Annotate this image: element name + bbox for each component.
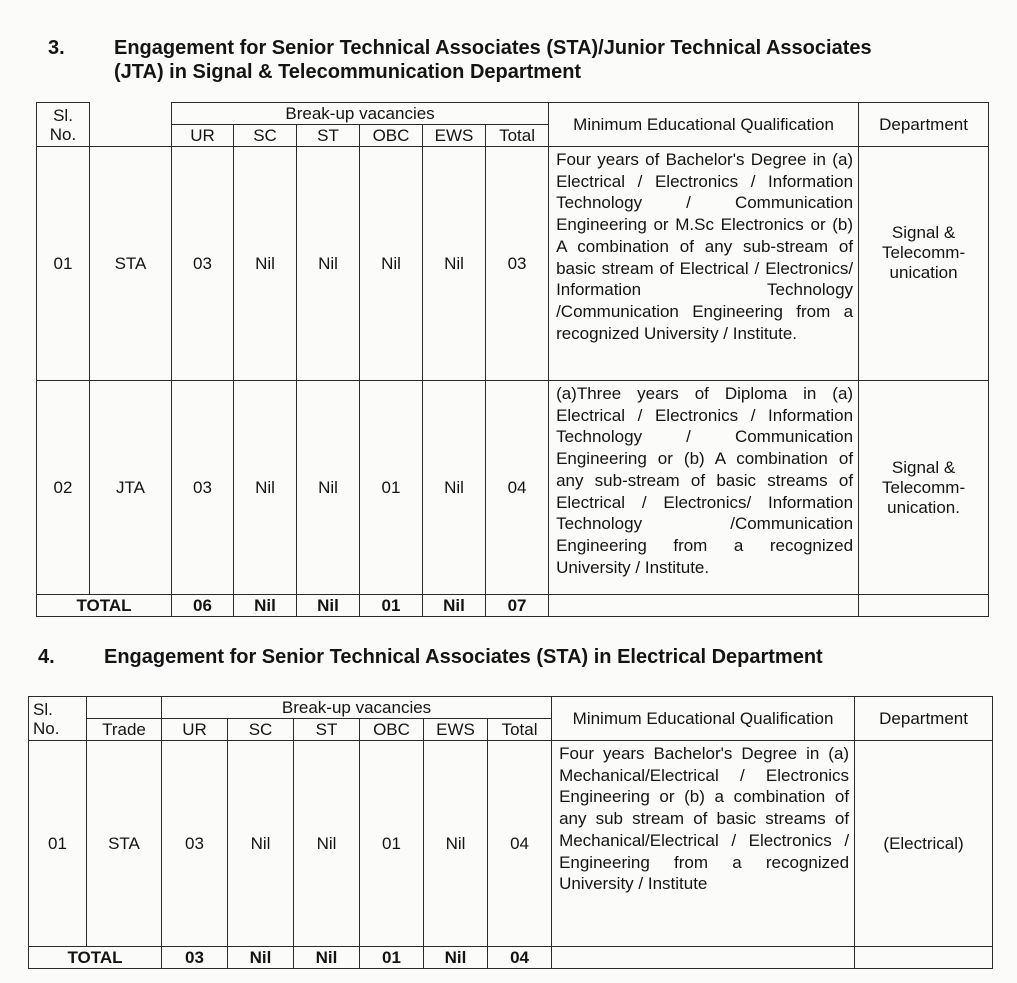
section-3-title-line-1: Engagement for Senior Technical Associates (STA)/Junior Technical Associates xyxy=(114,37,872,59)
header-breakup-vacancies: Break-up vacancies xyxy=(162,697,552,719)
header-st: ST xyxy=(294,719,360,741)
cell-sl-no: 01 xyxy=(37,147,90,381)
total-sc: Nil xyxy=(228,947,294,969)
cell-sl-no: 02 xyxy=(37,381,90,595)
table-row xyxy=(29,741,993,947)
header-trade-spacer xyxy=(90,103,172,147)
header-ews: EWS xyxy=(424,719,488,741)
cell-st: Nil xyxy=(297,147,360,381)
table-row xyxy=(37,147,989,381)
total-obc: 01 xyxy=(360,595,423,617)
cell-sl-no: 01 xyxy=(29,741,87,947)
total-st: Nil xyxy=(294,947,360,969)
header-department: Department xyxy=(855,697,993,741)
header-trade-spacer xyxy=(87,697,162,719)
cell-total: 03 xyxy=(486,147,549,381)
header-sl-no: Sl. No. xyxy=(37,103,90,147)
cell-qualification: (a)Three years of Diploma in (a) Electrical / Electronics / Information Technology / Communication Engineering or (b) A combination of any sub-stream of basic streams of Electrical / Electronics/ Information Technology /Communication Engineering from a recognized University / Institute. xyxy=(549,381,859,595)
header-department: Department xyxy=(859,103,989,147)
cell-sc: Nil xyxy=(234,147,297,381)
cell-ur: 03 xyxy=(162,741,228,947)
section-3-table xyxy=(36,102,989,617)
total-st: Nil xyxy=(297,595,360,617)
header-sl-no: Sl. No. xyxy=(29,697,87,741)
cell-department: (Electrical) xyxy=(855,741,993,947)
section-3-title-line-2: (JTA) in Signal & Telecommunication Department xyxy=(114,61,582,83)
header-obc: OBC xyxy=(360,719,424,741)
section-4-heading xyxy=(38,645,998,669)
total-ur: 03 xyxy=(162,947,228,969)
cell-obc: Nil xyxy=(360,147,423,381)
header-ews: EWS xyxy=(423,125,486,147)
total-qualification-empty xyxy=(552,947,855,969)
cell-obc: 01 xyxy=(360,741,424,947)
cell-total: 04 xyxy=(486,381,549,595)
header-min-qualification: Minimum Educational Qualification xyxy=(552,697,855,741)
cell-department: Signal & Telecomm- unication xyxy=(859,147,989,381)
section-4-table xyxy=(28,696,993,969)
section-4-number: 4. xyxy=(38,646,55,668)
cell-ur: 03 xyxy=(172,147,234,381)
cell-trade: STA xyxy=(90,147,172,381)
header-ur: UR xyxy=(172,125,234,147)
total-total: 04 xyxy=(488,947,552,969)
total-obc: 01 xyxy=(360,947,424,969)
cell-qualification: Four years Bachelor's Degree in (a) Mechanical/Electrical / Electronics Engineering or (b) a combination of any sub stream of basic streams of Mechanical/Electrical / Electronics / Engineering from a recognized University / Institute xyxy=(552,741,855,947)
cell-qualification: Four years of Bachelor's Degree in (a) Electrical / Electronics / Information Technology / Communication Engineering or M.Sc Electronics or (b) A combination of any sub-stream of basic stream of Electrical / Electronics/ Information Technology /Communication Engineering from a recognized University / Institute. xyxy=(549,147,859,381)
cell-department: Signal & Telecomm- unication. xyxy=(859,381,989,595)
header-breakup-vacancies: Break-up vacancies xyxy=(172,103,549,125)
cell-trade: STA xyxy=(87,741,162,947)
header-min-qualification: Minimum Educational Qualification xyxy=(549,103,859,147)
cell-ews: Nil xyxy=(423,381,486,595)
total-department-empty xyxy=(859,595,989,617)
table-row xyxy=(37,381,989,595)
header-sc: SC xyxy=(228,719,294,741)
header-total: Total xyxy=(486,125,549,147)
section-4 xyxy=(0,630,1017,983)
section-3-heading xyxy=(48,36,998,84)
total-row xyxy=(37,595,989,617)
total-sc: Nil xyxy=(234,595,297,617)
total-label: TOTAL xyxy=(37,595,172,617)
total-ews: Nil xyxy=(423,595,486,617)
cell-st: Nil xyxy=(297,381,360,595)
cell-sc: Nil xyxy=(234,381,297,595)
header-st: ST xyxy=(297,125,360,147)
cell-st: Nil xyxy=(294,741,360,947)
section-3-number: 3. xyxy=(48,37,65,59)
total-qualification-empty xyxy=(549,595,859,617)
cell-ews: Nil xyxy=(424,741,488,947)
header-trade: Trade xyxy=(87,719,162,741)
total-ews: Nil xyxy=(424,947,488,969)
total-label: TOTAL xyxy=(29,947,162,969)
header-ur: UR xyxy=(162,719,228,741)
total-total: 07 xyxy=(486,595,549,617)
total-department-empty xyxy=(855,947,993,969)
section-4-title: Engagement for Senior Technical Associates (STA) in Electrical Department xyxy=(104,646,823,668)
cell-obc: 01 xyxy=(360,381,423,595)
cell-ur: 03 xyxy=(172,381,234,595)
total-ur: 06 xyxy=(172,595,234,617)
cell-total: 04 xyxy=(488,741,552,947)
header-total: Total xyxy=(488,719,552,741)
total-row xyxy=(29,947,993,969)
cell-ews: Nil xyxy=(423,147,486,381)
cell-sc: Nil xyxy=(228,741,294,947)
header-sc: SC xyxy=(234,125,297,147)
section-3-title xyxy=(114,36,998,84)
header-obc: OBC xyxy=(360,125,423,147)
cell-trade: JTA xyxy=(90,381,172,595)
